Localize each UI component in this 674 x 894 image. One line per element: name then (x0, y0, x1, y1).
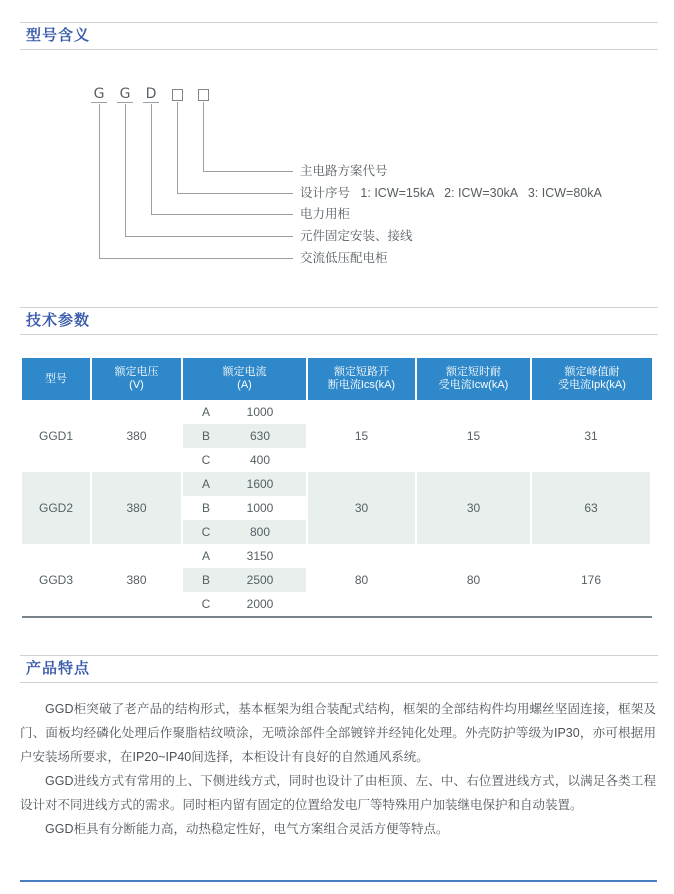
leader-line-horizontal-5 (203, 171, 293, 172)
current-value: 800 (249, 525, 271, 539)
leader-line-horizontal-1 (99, 258, 293, 259)
cell-voltage: 380 (92, 472, 183, 544)
model-code-diagram (0, 84, 674, 289)
col-header-rated-current (183, 358, 308, 400)
cell-icw: 80 (417, 544, 532, 616)
cell-voltage: 380 (92, 544, 183, 616)
col-header-breaking-current-ics (308, 358, 417, 400)
current-letter: C (201, 597, 211, 611)
current-letter: A (201, 549, 210, 563)
section-header-model-meaning (20, 22, 658, 50)
current-letter: C (201, 525, 211, 539)
cell-current-group (183, 472, 308, 544)
cell-ics: 15 (308, 400, 417, 472)
current-subrow-b (183, 424, 306, 448)
diagram-label-power-cabinet: 电力用柜 (300, 207, 351, 221)
cell-ipk: 31 (532, 400, 652, 472)
cell-ipk: 176 (532, 544, 652, 616)
leader-line-vertical-1 (99, 104, 100, 258)
code-placeholder-box-1 (172, 89, 183, 101)
diagram-label-fixed-installation: 元件固定安装、接线 (300, 229, 413, 243)
current-value: 630 (249, 429, 271, 443)
table-header-row (22, 358, 652, 400)
section-header-tech-params (20, 307, 658, 335)
leader-line-vertical-2 (125, 104, 126, 236)
col-header-text: 受电流Icw(kA) (438, 379, 509, 391)
leader-line-vertical-3 (151, 104, 152, 214)
col-header-model (22, 358, 92, 400)
col-header-text: 受电流Ipk(kA) (558, 379, 626, 391)
section-header-features (20, 655, 658, 683)
cell-model: GGD1 (22, 400, 92, 472)
current-subrow-c (183, 448, 306, 472)
leader-line-horizontal-3 (151, 214, 293, 215)
current-subrow-c (183, 520, 306, 544)
cell-icw: 15 (417, 400, 532, 472)
current-value: 2500 (246, 573, 274, 587)
current-letter: B (201, 429, 210, 443)
section-title-tech-params: 技术参数 (26, 312, 91, 329)
col-header-text: 额定电压 (114, 366, 159, 378)
current-letter: A (201, 477, 210, 491)
code-placeholder-box-2 (198, 89, 209, 101)
col-header-text: (V) (129, 379, 144, 391)
col-header-rated-voltage (92, 358, 183, 400)
current-subrow-a (183, 472, 306, 496)
cell-current-group (183, 544, 308, 616)
col-header-text: 额定峰值耐 (564, 366, 620, 378)
current-value: 3150 (246, 549, 274, 563)
cell-model: GGD3 (22, 544, 92, 616)
cell-ics: 30 (308, 472, 417, 544)
cell-ics: 80 (308, 544, 417, 616)
col-header-text: (A) (237, 379, 252, 391)
col-header-text: 额定短时耐 (446, 366, 501, 378)
current-letter: A (201, 405, 210, 419)
leader-line-vertical-5 (203, 102, 204, 171)
section-title-features: 产品特点 (26, 660, 91, 677)
diagram-label-main-circuit-code: 主电路方案代号 (300, 164, 388, 178)
page-bottom-rule (20, 880, 657, 882)
current-value: 2000 (246, 597, 274, 611)
code-char-1: G (91, 86, 107, 103)
table-row-ggd1 (22, 400, 652, 472)
leader-line-vertical-4 (177, 102, 178, 193)
current-subrow-b (183, 496, 306, 520)
leader-line-horizontal-4 (177, 193, 293, 194)
diagram-label-ac-lv-cabinet: 交流低压配电柜 (300, 251, 388, 265)
feature-paragraph-incoming: GGD进线方式有常用的上、下侧进线方式，同时也设计了由柜顶、左、中、右位置进线方式，以满足各类工程设计对不同进线方式的需求。同时柜内留有固定的位置给发电厂等特殊用户加装继电保护和自动装置。 (20, 774, 656, 812)
current-subrow-c (183, 592, 306, 616)
table-row-ggd2 (22, 472, 652, 544)
features-paragraphs (20, 697, 656, 841)
current-subrow-a (183, 544, 306, 568)
col-header-withstand-current-icw (417, 358, 532, 400)
tech-params-table (22, 358, 652, 618)
code-char-2: G (117, 86, 133, 103)
feature-paragraph-structure: GGD柜突破了老产品的结构形式，基本框架为组合装配式结构，框架的全部结构件均用螺丝坚固连接，框架及门、面板均经磷化处理后作聚脂桔纹喷涂，无喷涂部件全部镀锌并经钝化处理。外壳防护等级为IP30，亦可根据用户安装场所要求，在IP20~IP40间选择，本柜设计有良好的自然通风系统。 (20, 702, 656, 764)
current-value: 400 (249, 453, 271, 467)
col-header-text: 断电流Ics(kA) (327, 379, 396, 391)
table-row-ggd3 (22, 544, 652, 616)
col-header-text: 额定短路开 (334, 366, 389, 378)
current-value: 1000 (246, 501, 274, 515)
current-value: 1000 (246, 405, 274, 419)
cell-ipk: 63 (532, 472, 652, 544)
code-char-3: D (143, 86, 159, 103)
col-header-text: 型号 (45, 372, 67, 385)
leader-line-horizontal-2 (125, 236, 293, 237)
current-letter: C (201, 453, 211, 467)
current-subrow-b (183, 568, 306, 592)
feature-paragraph-capability: GGD柜具有分断能力高，动热稳定性好，电气方案组合灵活方便等特点。 (45, 822, 449, 836)
current-letter: B (201, 573, 210, 587)
cell-model: GGD2 (22, 472, 92, 544)
cell-current-group (183, 400, 308, 472)
current-subrow-a (183, 400, 306, 424)
current-letter: B (201, 501, 210, 515)
current-value: 1600 (246, 477, 274, 491)
cell-icw: 30 (417, 472, 532, 544)
diagram-label-design-serial: 设计序号 1: ICW=15kA 2: ICW=30kA 3: ICW=80kA (300, 186, 602, 200)
cell-voltage: 380 (92, 400, 183, 472)
col-header-text: 额定电流 (222, 366, 267, 378)
col-header-peak-current-ipk (532, 358, 652, 400)
section-title-model-meaning: 型号含义 (26, 27, 91, 44)
